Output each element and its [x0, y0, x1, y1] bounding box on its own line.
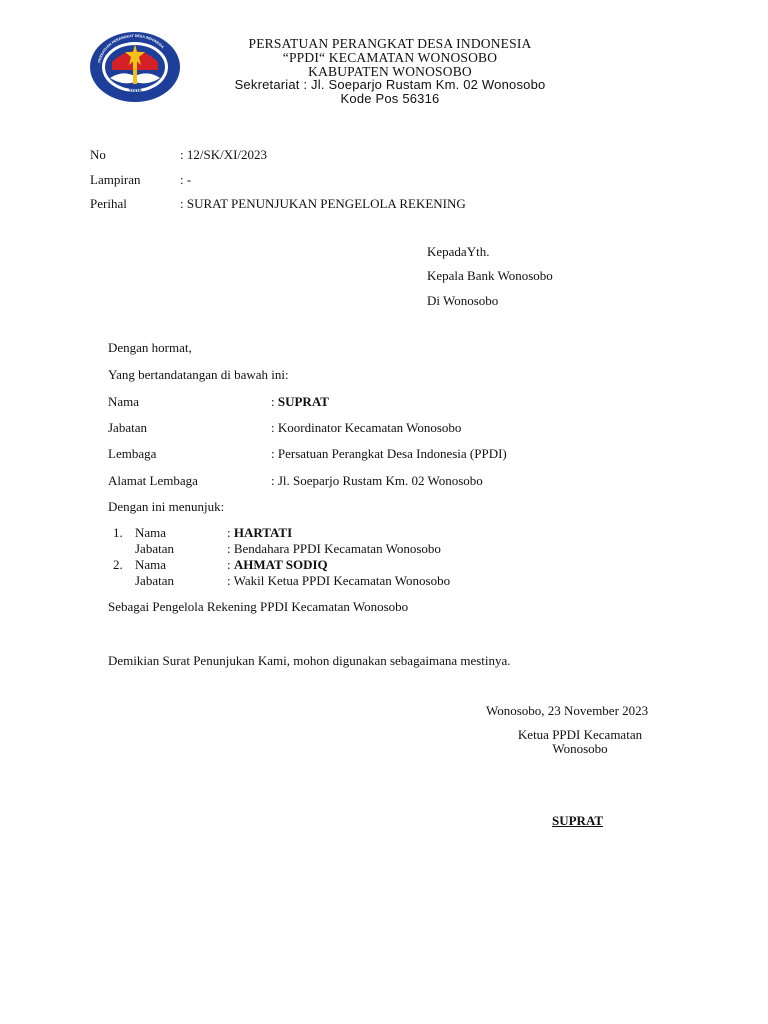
appointee-1-jabatan-value: : Bendahara PPDI Kecamatan Wonosobo [227, 541, 441, 556]
appointee-1-nama-value: : HARTATI [227, 525, 293, 540]
lampiran-value: : - [180, 172, 192, 187]
recipient-line-1: KepadaYth. [427, 244, 490, 259]
nama-value: : SUPRAT [271, 394, 329, 409]
lembaga-label: Lembaga [108, 446, 157, 461]
intro-text: Yang bertandatangan di bawah ini: [108, 367, 289, 382]
recipient-line-3: Di Wonosobo [427, 293, 499, 308]
jabatan-label: Jabatan [108, 420, 147, 435]
closing-text: Demikian Surat Penunjukan Kami, mohon digunakan sebagaimana mestinya. [108, 653, 511, 668]
appointee-2-number: 2. [113, 557, 123, 572]
org-address: Sekretariat : Jl. Soeparjo Rustam Km. 02 Wonosobo [234, 77, 546, 92]
ppdi-logo [88, 30, 182, 104]
greeting: Dengan hormat, [108, 340, 192, 355]
lampiran-label: Lampiran [90, 172, 141, 187]
logo-year: 2006 [128, 89, 142, 95]
no-label: No [90, 147, 106, 162]
nama-label: Nama [108, 394, 140, 409]
sebagai-text: Sebagai Pengelola Rekening PPDI Kecamatan Wonosobo [108, 599, 409, 614]
signature-title-line-2: Wonosobo [552, 741, 608, 756]
lembaga-value: : Persatuan Perangkat Desa Indonesia (PPDI) [271, 446, 507, 461]
appointee-1-nama-label: Nama [135, 525, 167, 540]
perihal-label: Perihal [90, 196, 127, 211]
signature-date: Wonosobo, 23 November 2023 [486, 703, 649, 718]
appointee-2-jabatan-label: Jabatan [135, 573, 174, 588]
alamat-value: : Jl. Soeparjo Rustam Km. 02 Wonosobo [271, 473, 483, 488]
org-postcode: Kode Pos 56316 [340, 91, 440, 106]
appointee-2-nama-label: Nama [135, 557, 167, 572]
appointee-2-jabatan-value: : Wakil Ketua PPDI Kecamatan Wonosobo [227, 573, 451, 588]
menunjuk-text: Dengan ini menunjuk: [108, 499, 225, 514]
recipient-line-2: Kepala Bank Wonosobo [427, 268, 553, 283]
appointee-1-jabatan-label: Jabatan [135, 541, 174, 556]
org-subname: “PPDI“ KECAMATAN WONOSOBO [282, 50, 498, 65]
no-value: : 12/SK/XI/2023 [180, 147, 268, 162]
org-region: KABUPATEN WONOSOBO [308, 64, 472, 79]
signature-title-line-1: Ketua PPDI Kecamatan [517, 727, 643, 742]
appointee-1-number: 1. [113, 525, 123, 540]
signatory-name: SUPRAT [552, 813, 604, 828]
logo-ring-text: PERSATUAN PERANGKAT DESA INDONESIA [97, 33, 165, 64]
perihal-value: : SURAT PENUNJUKAN PENGELOLA REKENING [180, 196, 466, 211]
appointee-2-nama-value: : AHMAT SODIQ [227, 557, 328, 572]
org-name: PERSATUAN PERANGKAT DESA INDONESIA [248, 36, 532, 51]
alamat-label: Alamat Lembaga [108, 473, 198, 488]
jabatan-value: : Koordinator Kecamatan Wonosobo [271, 420, 462, 435]
